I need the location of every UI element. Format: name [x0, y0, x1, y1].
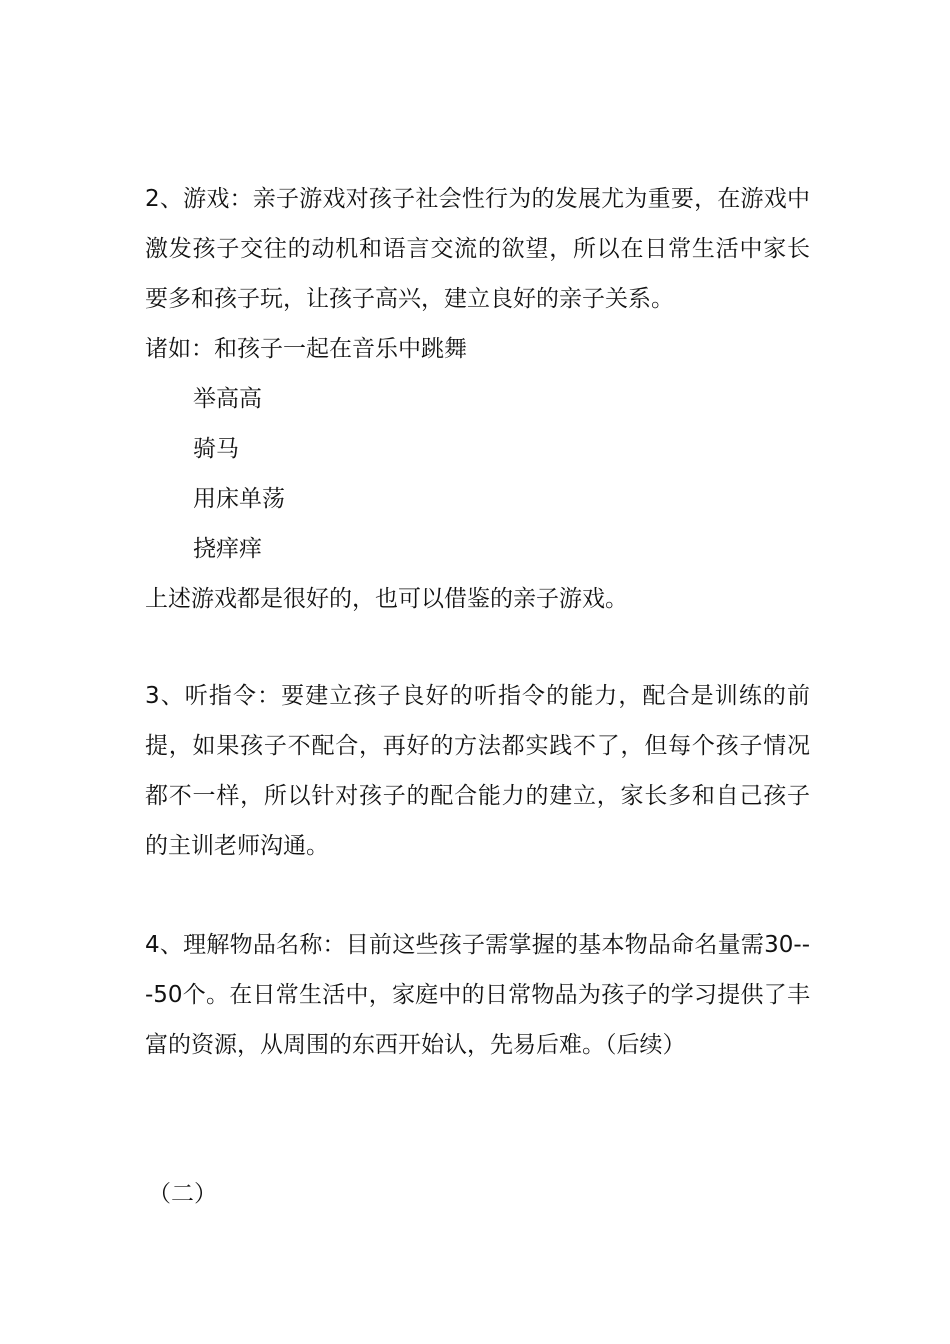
- example-item-3: 用床单荡: [193, 486, 285, 512]
- section-2-conclusion: 上述游戏都是很好的，也可以借鉴的亲子游戏。: [145, 586, 628, 612]
- example-item-4: 挠痒痒: [193, 536, 262, 562]
- example-item-1: 举高高: [193, 386, 262, 412]
- example-item-2: 骑马: [193, 436, 239, 462]
- examples-intro-line: 诸如：和孩子一起在音乐中跳舞: [145, 336, 467, 362]
- section-3-paragraph: 3、听指令：要建立孩子良好的听指令的能力，配合是训练的前提，如果孩子不配合，再好的方法都实践不了，但每个孩子情况都不一样，所以针对孩子的配合能力的建立，家长多和自己孩子的主训老师沟通。: [145, 683, 810, 859]
- part-heading: （二）: [148, 1181, 217, 1207]
- section-4-paragraph: 4、理解物品名称：目前这些孩子需掌握的基本物品命名量需30---50个。在日常生活中，家庭中的日常物品为孩子的学习提供了丰富的资源，从周围的东西开始认，先易后难。（后续）: [145, 932, 810, 1058]
- section-2-paragraph: 2、游戏：亲子游戏对孩子社会性行为的发展尤为重要，在游戏中激发孩子交往的动机和语言交流的欲望，所以在日常生活中家长要多和孩子玩，让孩子高兴，建立良好的亲子关系。: [145, 186, 810, 312]
